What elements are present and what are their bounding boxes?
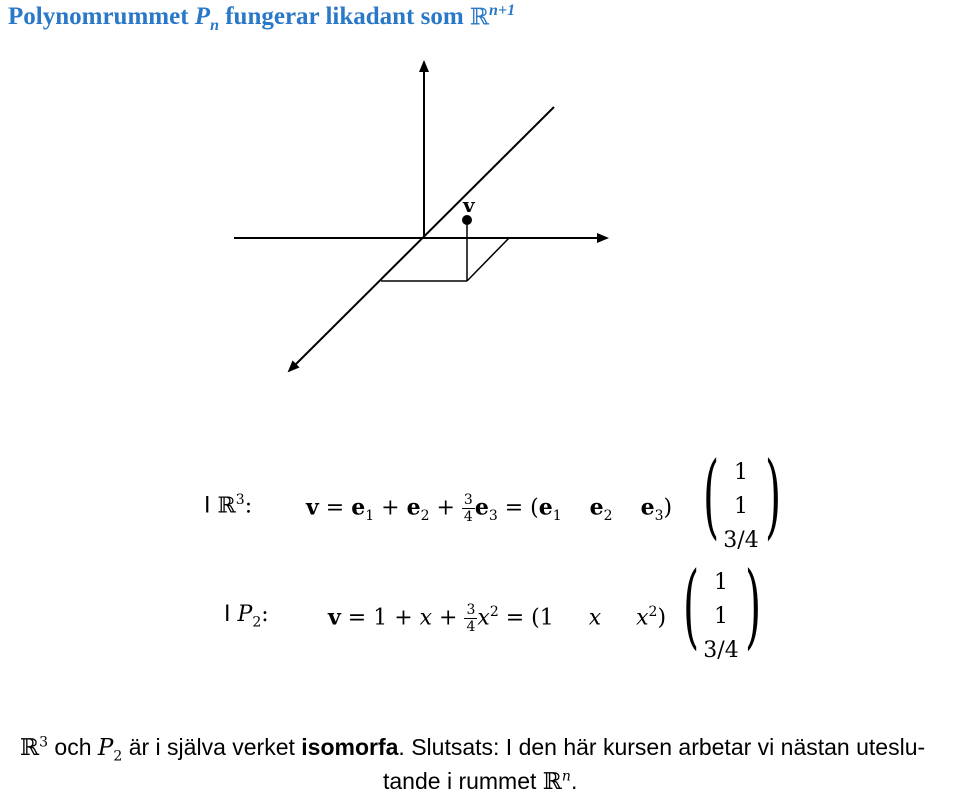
sub: 1 [552,507,562,524]
sub: 2 [113,748,123,765]
label-I: I [224,602,231,627]
colon: : [261,602,269,627]
space-R3: ℝ [217,493,236,519]
frac-num: 3 [463,492,473,508]
conclusion-line-2 [383,768,577,795]
x: x [477,605,490,631]
text: . Slutsats: I den här kursen arbetar vi nästan uteslu- [398,734,926,760]
matrix-left-paren: ( [683,552,700,659]
sub: 3 [488,507,498,524]
open-paren: ( [530,495,539,521]
plus: + [429,495,462,521]
row-1: 1 [539,605,554,631]
matrix-right-paren: ) [765,442,782,549]
entry: 1 [734,494,748,519]
sub: 3 [654,507,664,524]
e3: e [474,494,489,521]
r3-expansion [306,492,672,525]
equals: = [318,495,352,521]
plus: + [374,495,407,521]
R: ℝ [542,769,562,795]
text: är i själva verket [122,734,302,760]
space-P2: P [237,602,253,627]
title-n: n [210,17,219,35]
row-e2: e [589,494,604,521]
p2-coord-vector [694,566,748,668]
label-I: I [204,493,211,519]
v-symbol: v [306,494,319,521]
r3-coord-vector [714,456,768,558]
R: ℝ [20,735,40,761]
plus: + [387,605,420,631]
title-text: Polynomrummet [8,3,195,31]
equals: = [498,605,532,631]
p2-equation [224,602,269,630]
title-R: ℝ [469,4,490,31]
exp: 3 [39,734,49,751]
entry: 3/4 [723,528,759,553]
plus: + [432,605,465,631]
P: P [97,735,114,761]
colon: : [244,493,253,519]
title-middle: fungerar likadant som [218,3,470,31]
open-paren: ( [531,605,540,631]
text: och [48,734,98,760]
x: x [419,605,433,631]
entry: 1 [714,604,728,629]
sub: 2 [420,507,430,524]
close-paren: ) [663,495,673,521]
sub: 2 [603,507,613,524]
vector-label: v [463,193,475,217]
space-exp: 3 [235,492,245,508]
matrix-left-paren: ( [703,442,720,549]
e1: e [351,494,366,521]
exp: 2 [648,604,658,621]
entry: 1 [734,460,748,485]
title-exp: n+1 [489,2,516,19]
projection-line [467,238,509,281]
text: . [570,768,578,794]
equals: = [497,495,531,521]
exp: 2 [489,604,499,621]
space-sub: 2 [252,614,262,631]
fraction [464,602,477,635]
row-e1: e [538,494,553,521]
exp-n: n [561,768,571,785]
row-x: x [588,605,602,631]
entry: 3/4 [703,638,739,663]
sub: 1 [365,507,375,524]
conclusion-line-1 [20,734,925,765]
row-e3: e [640,494,655,521]
equals: = [340,605,374,631]
p2-expansion [328,602,666,635]
entry: 1 [714,570,728,595]
row-x2: x [636,605,649,631]
close-paren: ) [657,605,667,631]
e2: e [406,494,421,521]
v-symbol: v [328,604,341,631]
fraction [462,492,475,525]
title-P: P [194,3,211,31]
frac-den: 4 [463,509,473,525]
frac-den: 4 [466,619,476,635]
frac-num: 3 [466,602,476,618]
one: 1 [373,605,388,631]
text: tande i rummet [383,768,543,794]
matrix-right-paren: ) [745,552,762,659]
r3-equation [204,492,252,518]
bold-term: isomorfa [301,734,399,760]
